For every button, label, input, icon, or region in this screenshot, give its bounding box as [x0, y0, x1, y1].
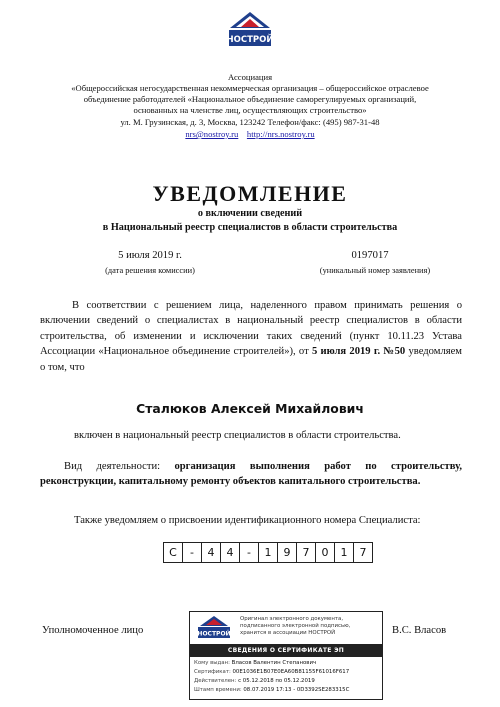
- document-subtitle-1: о включении сведений: [197, 208, 303, 219]
- id-notice: Также уведомляем о присвоении идентификационного номера Специалиста:: [74, 515, 421, 526]
- paragraph-main: В соответствии с решением лица, наделенного правом принимать решения о включении сведений о специалистах в национальный реестр специалистов в области строительства, об изменении и исключении таких сведений (пункт 10.11.23 Устава Ассоциации «Национальное объединение строителей»), от: [40, 300, 462, 358]
- stamp-header: СВЕДЕНИЯ О СЕРТИФИКАТЕ ЭП: [190, 644, 382, 657]
- e-signature-stamp: [189, 611, 383, 700]
- header-line-1: Ассоциация: [227, 72, 273, 82]
- application-number-label: (уникальный номер заявления): [319, 266, 431, 275]
- decision-ref: 5 июля 2019 г. №50: [311, 346, 406, 358]
- main-paragraph: [40, 298, 462, 375]
- stamp-desc-1: Оригинал электронного документа,: [240, 616, 344, 622]
- id-char: -: [240, 543, 259, 562]
- header-line-2: «Общероссийская негосударственная некоммерческая организация – общероссийское отраслевое: [71, 83, 429, 93]
- id-char: 7: [359, 546, 367, 559]
- logo-text: НОСТРОЙ: [226, 35, 274, 45]
- decision-date-label: (дата решения комиссии): [105, 266, 195, 275]
- stamp-top: [190, 612, 382, 643]
- authorized-person-label: Уполномоченное лицо: [42, 625, 144, 636]
- header-address: ул. М. Грузинская, д. 3, Москва, 123242 Телефон/факс: (495) 987-31-48: [120, 117, 380, 127]
- stamp-validity: Действителен: с 05.12.2018 по 05.12.2019: [194, 678, 315, 684]
- activity-paragraph: [40, 459, 462, 490]
- nostroy-logo: [226, 10, 274, 54]
- stamp-logo-text: НОСТРОЙ: [197, 630, 231, 638]
- id-char: С: [164, 543, 183, 562]
- id-char: 9: [278, 543, 297, 562]
- decision-date: 5 июля 2019 г.: [118, 250, 182, 261]
- header-contacts: [30, 129, 470, 140]
- signer-name: В.С. Власов: [392, 625, 447, 636]
- included-text: включен в национальный реестр специалистов в области строительства.: [74, 430, 401, 441]
- stamp-timestamp: Штамп времени: 08.07.2019 17:13 - 0D3392SE283315C: [194, 687, 350, 693]
- id-char: 7: [297, 543, 316, 562]
- header-line-3: объединение работодателей «Национальное объединение саморегулируемых организаций,: [83, 94, 417, 104]
- stamp-certificate: Сертификат: 00E1036E1B07E0EA60B81155F61016F617: [194, 669, 350, 675]
- stamp-desc-2: подписанного электронной подписью,: [240, 623, 351, 629]
- specialist-id-number: [163, 542, 373, 563]
- document-title: УВЕДОМЛЕНИЕ: [152, 181, 348, 206]
- document-subtitle-2: в Национальный реестр специалистов в области строительства: [102, 222, 398, 233]
- header-line-4: основанных на членстве лиц, осуществляющих строительство»: [133, 105, 367, 115]
- id-char: 4: [221, 543, 240, 562]
- application-number: 0197017: [351, 250, 389, 261]
- id-char: 4: [202, 543, 221, 562]
- id-char: 0: [316, 543, 335, 562]
- email-link[interactable]: nrs@nostroy.ru: [185, 129, 239, 139]
- site-link[interactable]: http://nrs.nostroy.ru: [246, 129, 315, 139]
- person-name: Сталюков Алексей Михайлович: [136, 401, 364, 416]
- activity-value: организация выполнения работ по строительству, реконструкции, капитальному ремонту объектов капитального строительства.: [40, 461, 462, 488]
- id-char: 1: [259, 543, 278, 562]
- id-char: -: [183, 543, 202, 562]
- paragraph-tail: уведомляем о том, что: [40, 346, 463, 373]
- stamp-logo: [196, 615, 232, 646]
- stamp-desc-3: хранится в ассоциации НОСТРОЙ: [240, 630, 336, 636]
- stamp-issued: Кому выдан: Власов Валентин Степанович: [194, 660, 317, 666]
- id-char: 1: [335, 543, 354, 562]
- activity-prefix: Вид деятельности:: [64, 461, 175, 472]
